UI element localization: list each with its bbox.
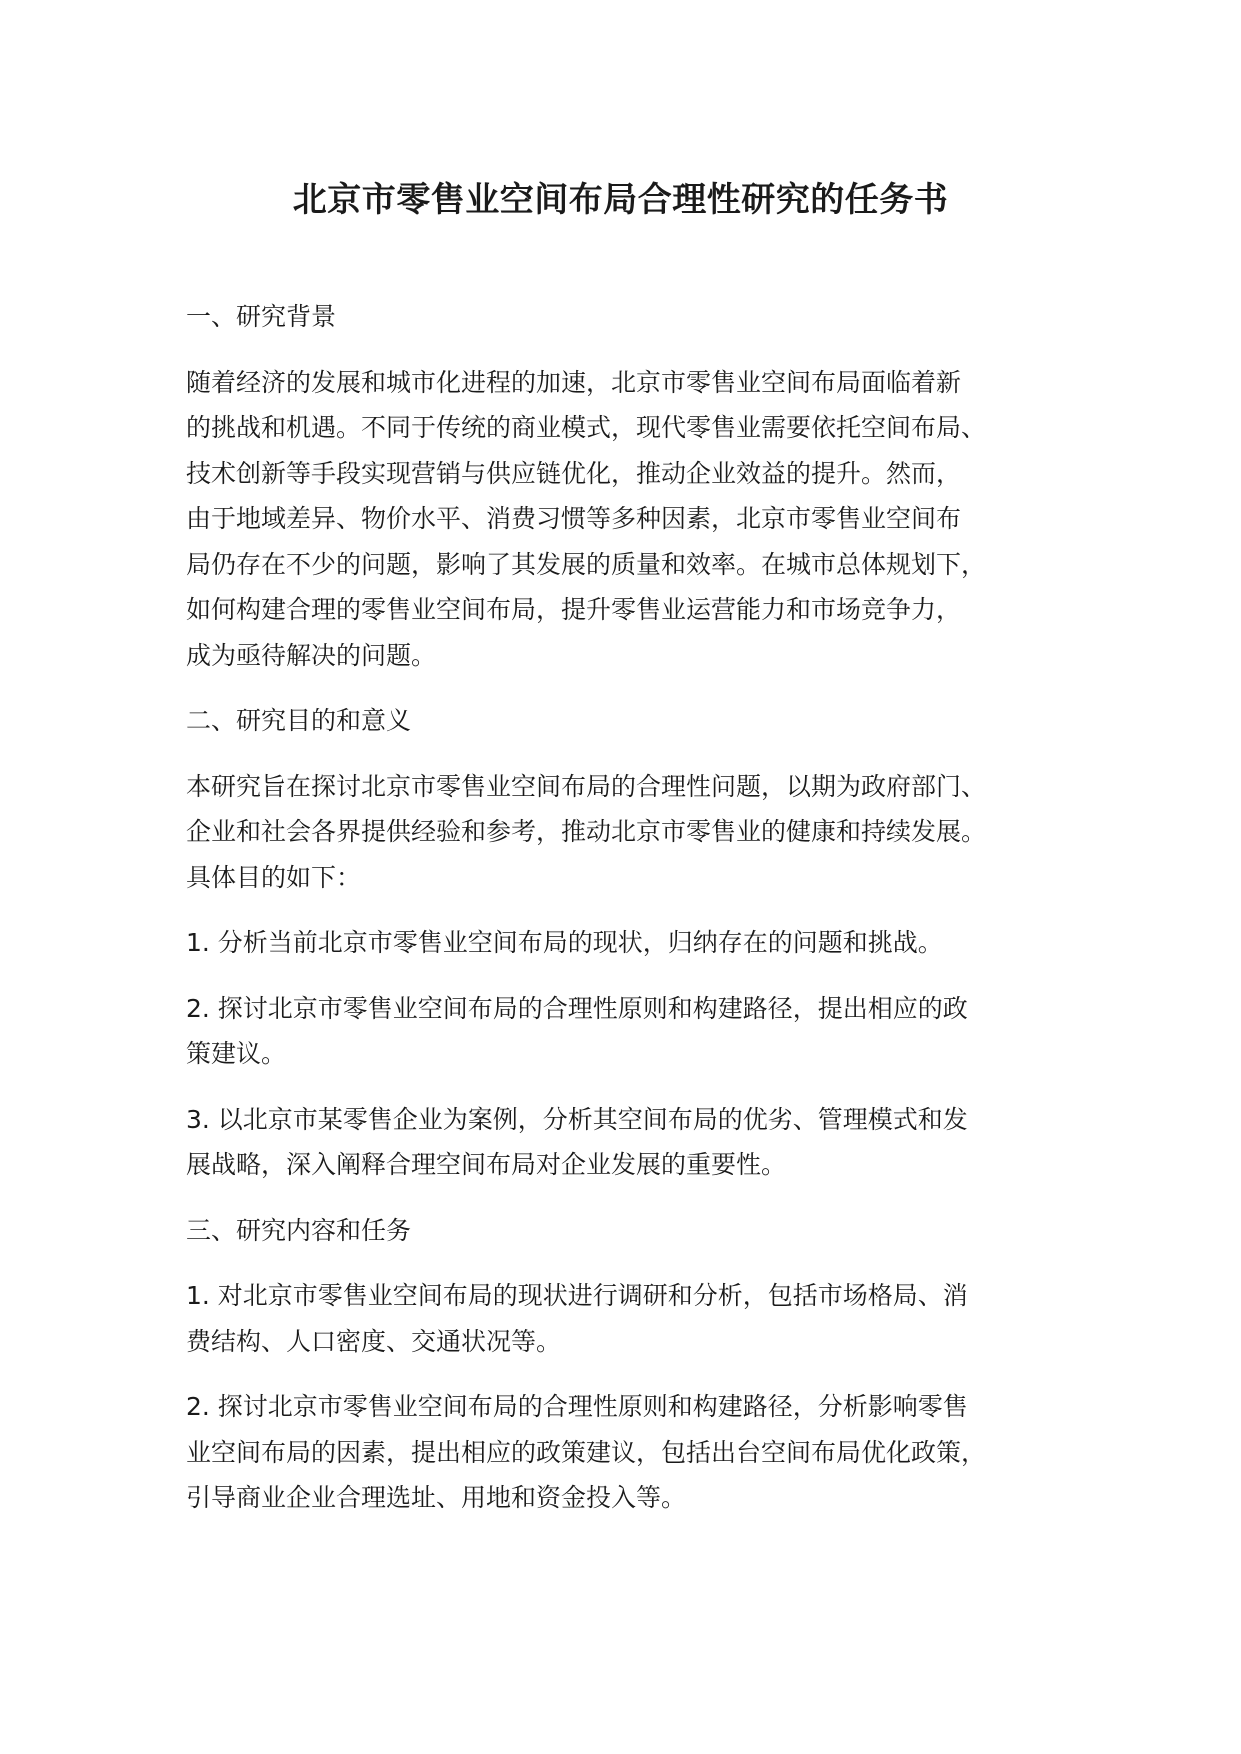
document-body [186, 294, 1086, 1541]
list-item-line: 策建议。 [186, 1039, 287, 1068]
paragraph-line: 局仍存在不少的问题，影响了其发展的质量和效率。在城市总体规划下， [186, 549, 987, 579]
paragraph-line: 的挑战和机遇。不同于传统的商业模式，现代零售业需要依托空间布局、 [186, 413, 987, 442]
list-item-line: 1. 对北京市零售业空间布局的现状进行调研和分析，包括市场格局、消 [186, 1281, 968, 1310]
list-item-line: 3. 以北京市某零售企业为案例，分析其空间布局的优劣、管理模式和发 [186, 1104, 968, 1134]
paragraph-line: 具体目的如下： [186, 862, 362, 892]
section-heading-content: 三、研究内容和任务 [186, 1215, 412, 1245]
paragraph-line: 本研究旨在探讨北京市零售业空间布局的合理性问题，以期为政府部门、 [186, 771, 987, 801]
background-paragraph [186, 360, 1086, 679]
list-item-line: 展战略，深入阐释合理空间布局对企业发展的重要性。 [186, 1150, 787, 1179]
section-heading-purpose: 二、研究目的和意义 [186, 706, 412, 735]
purpose-item-1 [186, 920, 1086, 966]
list-item-line: 费结构、人口密度、交通状况等。 [186, 1326, 562, 1356]
list-item-line: 2. 探讨北京市零售业空间布局的合理性原则和构建路径，提出相应的政 [186, 993, 968, 1023]
paragraph-line: 技术创新等手段实现营销与供应链优化，推动企业效益的提升。然而， [186, 458, 962, 488]
content-item-1 [186, 1273, 1086, 1364]
list-item-line: 引导商业企业合理选址、用地和资金投入等。 [186, 1483, 687, 1512]
document-title: 北京市零售业空间布局合理性研究的任务书 [292, 180, 949, 220]
section-heading-background: 一、研究背景 [186, 302, 337, 331]
paragraph-line: 成为亟待解决的问题。 [186, 640, 437, 670]
list-item-line: 2. 探讨北京市零售业空间布局的合理性原则和构建路径，分析影响零售 [186, 1392, 968, 1421]
list-item-line: 业空间布局的因素，提出相应的政策建议，包括出台空间布局优化政策， [186, 1437, 987, 1467]
paragraph-line: 由于地域差异、物价水平、消费习惯等多种因素，北京市零售业空间布 [186, 504, 962, 533]
purpose-item-3 [186, 1097, 1086, 1188]
purpose-paragraph [186, 764, 1086, 901]
paragraph-line: 随着经济的发展和城市化进程的加速，北京市零售业空间布局面临着新 [186, 367, 962, 397]
paragraph-line: 如何构建合理的零售业空间布局，提升零售业运营能力和市场竞争力， [186, 595, 962, 624]
content-item-2 [186, 1384, 1086, 1521]
purpose-item-2 [186, 986, 1086, 1077]
list-item-line: 1. 分析当前北京市零售业空间布局的现状，归纳存在的问题和挑战。 [186, 928, 943, 957]
paragraph-line: 企业和社会各界提供经验和参考，推动北京市零售业的健康和持续发展。 [186, 817, 987, 846]
